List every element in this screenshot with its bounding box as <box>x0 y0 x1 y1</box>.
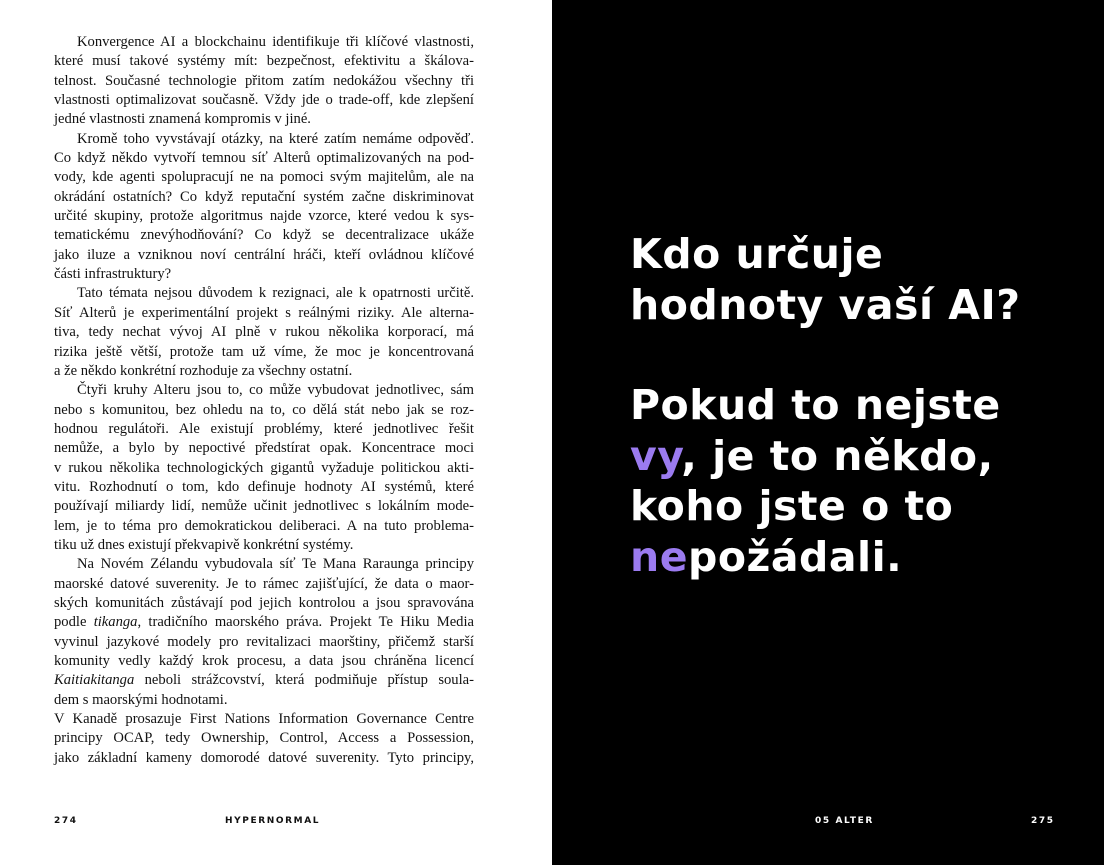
quote-segment: požádali. <box>688 532 903 581</box>
text-line: používají miliardy lidí, nemůže učinit jednotlivec s lokálním mode- <box>54 498 474 515</box>
text-line: telnost. Současné technologie přitom zatím nedokážou všechny tři <box>54 72 474 89</box>
text-line: lem, je to téma pro demokratickou deliberaci. A na tuto problema- <box>54 517 474 534</box>
text-segment: neboli strážcovství, která podmiňuje přístup soula- <box>134 672 474 689</box>
text-line: tiku už dnes existují překvapivě konkrétní systémy. <box>54 536 354 553</box>
text-line: Čtyři kruhy Alteru jsou to, co může vybudovat jednotlivec, sám <box>77 382 474 399</box>
paragraph-3 <box>54 284 474 381</box>
text-line <box>54 613 474 632</box>
text-line: vyvinul jazykové modely pro revitalizaci maorštiny, přičemž starší <box>54 633 474 650</box>
text-line: komunity vedly každý krok procesu, a data jsou chráněna licencí <box>54 653 474 669</box>
quote-line: koho jste o to <box>630 482 954 530</box>
text-line: Konvergence AI a blockchainu identifikuje tři klíčové vlastnosti, <box>77 34 474 50</box>
running-header-section: 05 ALTER <box>815 816 874 826</box>
page-number-right: 275 <box>1031 816 1055 826</box>
text-line: rizika ještě větší, protože tam už víme, že moc je koncentrovaná <box>54 343 474 360</box>
text-line: tiva, tedy nechat vývoj AI plně v rukou několika korporací, má <box>54 324 474 341</box>
text-line: jako iluze a vzniknou noví centrální hráči, kteří ovládnou klíčové <box>54 246 474 263</box>
quote-line: Pokud to nejste <box>630 381 1001 429</box>
text-line: které musí takové systémy mít: bezpečnost, efektivitu a škálova- <box>54 53 474 70</box>
text-line: dem s maorskými hodnotami. <box>54 691 228 708</box>
quote-accent-word: vy <box>630 431 682 480</box>
paragraph-5 <box>54 555 474 710</box>
italic-term-tikanga: tikanga <box>93 614 138 631</box>
text-line: tematickému znevýhodňování? Co když se decentralizace ukáže <box>54 227 474 244</box>
text-line: jedné vlastnosti znamená kompromis v jiné. <box>54 111 311 128</box>
paragraph-1 <box>54 33 474 130</box>
text-line: maorské datové suverenity. Je to rámec zajišťující, že data o maor- <box>54 575 474 592</box>
text-line: Tato témata nejsou důvodem k rezignaci, ale k opatrnosti určitě. <box>77 285 474 302</box>
text-line: Na Novém Zélandu vybudovala síť Te Mana Raraunga principy <box>77 556 474 573</box>
paragraph-4 <box>54 381 474 555</box>
running-header-book-title: HYPERNORMAL <box>225 816 321 826</box>
text-line: a že někdo konkrétní rozhoduje za všechny ostatní. <box>54 362 353 379</box>
text-line: ských komunitách zůstávají pod jejich kontrolou a jsou spravována <box>54 594 474 611</box>
text-line: určité skupiny, protože algoritmus najde vzorce, které vedou k sys- <box>54 208 474 225</box>
text-line: hodnou regulátoři. Ale existují problémy, které jednotlivec řešit <box>54 420 474 437</box>
text-line: části infrastruktury? <box>54 266 172 283</box>
text-line: vody, kde agenti spolupracují ne na pomoci svým majitelům, ale na <box>54 169 474 186</box>
text-line: okrádání ostatních? Co když reputační systém začne diskriminovat <box>54 188 474 205</box>
quote-line <box>630 532 1090 583</box>
text-line: principy OCAP, tedy Ownership, Control, Access a Possession, <box>54 730 474 747</box>
quote-line <box>630 431 1090 482</box>
text-line: Co když někdo vytvoří temnou síť Alterů optimalizovaných na pod- <box>54 150 474 167</box>
text-line: nemůže, a bylo by nepoctivé předstírat opak. Koncentrace moci <box>54 440 474 457</box>
quote-line: Kdo určuje <box>630 230 884 278</box>
pull-quote <box>630 229 1090 582</box>
text-line: V Kanadě prosazuje First Nations Information Governance Centre <box>54 711 474 728</box>
text-line: Kromě toho vyvstávají otázky, na které zatím nemáme odpověď. <box>77 130 474 147</box>
text-line: vlastnosti optimalizovat současně. Vždy jde o trade-off, kde zlepšení <box>54 92 474 109</box>
text-line: Síť Alterů je experimentální projekt s reálnými riziky. Ale alterna- <box>54 304 474 321</box>
paragraph-6 <box>54 710 474 768</box>
quote-spacer <box>630 330 1090 380</box>
right-page <box>552 0 1104 865</box>
italic-term-kaitiakitanga: Kaitiakitanga <box>54 672 135 689</box>
text-line <box>54 671 474 690</box>
text-line: nebo s komunitou, bez ohledu na to, co dělá stát nebo jak se roz- <box>54 401 474 418</box>
quote-segment: , je to někdo, <box>681 431 994 480</box>
text-segment: podle <box>54 614 94 631</box>
quote-accent-prefix: ne <box>630 532 688 581</box>
page-number-left: 274 <box>54 816 78 826</box>
quote-line: hodnoty vaší AI? <box>630 280 1021 329</box>
paragraph-2 <box>54 130 474 285</box>
body-text <box>54 33 474 768</box>
text-line: jako základní kameny domorodé datové suverenity. Tyto principy, <box>54 749 474 766</box>
text-line: v rukou několika technologických gigantů vyžaduje politickou akti- <box>54 459 474 476</box>
text-line: vitu. Rozhodnutí o tom, kdo definuje hodnoty AI systémů, které <box>54 478 474 495</box>
text-segment: , tradičního maorského práva. Projekt Te Hiku Media <box>137 614 474 631</box>
